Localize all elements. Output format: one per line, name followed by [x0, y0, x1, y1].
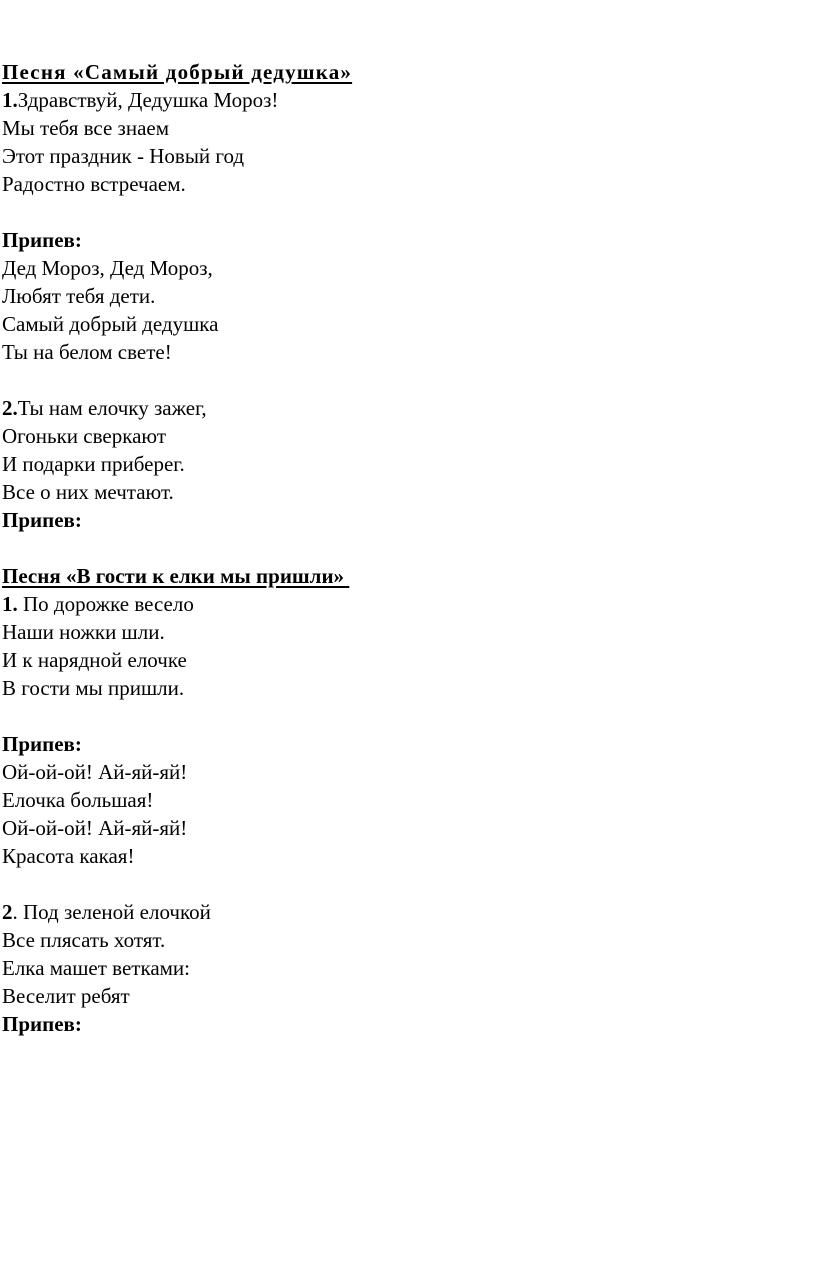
song2-chorus-line4: Красота какая! [2, 844, 135, 868]
song2-chorus-label-end: Припев: [2, 1012, 82, 1036]
song1-verse1-number: 1. [2, 88, 18, 112]
song2-verse2-number: 2 [2, 900, 13, 924]
song1-title: Песня «Самый добрый дедушка» [2, 60, 353, 84]
song2-chorus-line1: Ой-ой-ой! Ай-яй-яй! [2, 760, 188, 784]
song2-verse2-line3: Елка машет ветками: [2, 956, 191, 980]
song2-verse2-line2: Все плясать хотят. [2, 928, 166, 952]
song1-verse2-line2: Огоньки сверкают [2, 424, 166, 448]
song1-chorus-label-end: Припев: [2, 508, 82, 532]
song1-verse2-text1: Ты нам елочку зажег, [17, 396, 207, 420]
song1-chorus-line3: Самый добрый дедушка [2, 312, 219, 336]
song1-verse2-line1 [0, 394, 816, 422]
song1-verse2-line4: Все о них мечтают. [2, 480, 174, 504]
spacer [0, 702, 816, 730]
song1-verse1-line2: Мы тебя все знаем [2, 116, 170, 140]
song1-chorus-line2: Любят тебя дети. [2, 284, 156, 308]
song1-verse2-line3: И подарки приберег. [2, 452, 185, 476]
song2-verse1-line1 [0, 590, 816, 618]
song1-chorus-label: Припев: [2, 228, 82, 252]
song2-verse2-line4: Веселит ребят [2, 984, 130, 1008]
document-page [0, 58, 816, 1038]
song1-chorus-line4: Ты на белом свете! [2, 340, 172, 364]
song2-title: Песня «В гости к елки мы пришли» [2, 564, 350, 588]
song2-verse2-line1 [0, 898, 816, 926]
spacer [0, 870, 816, 898]
song2-verse1-line3: И к нарядной елочке [2, 648, 187, 672]
song2-chorus-line2: Елочка большая! [2, 788, 154, 812]
song1-verse1-line4: Радостно встречаем. [2, 172, 186, 196]
spacer [0, 366, 816, 394]
song2-verse1-text1: По дорожке весело [17, 592, 194, 616]
song2-verse1-number: 1. [2, 592, 18, 616]
spacer [0, 198, 816, 226]
song2-chorus-label: Припев: [2, 732, 82, 756]
song2-verse1-line4: В гости мы пришли. [2, 676, 185, 700]
song2-verse1-line2: Наши ножки шли. [2, 620, 165, 644]
song2-chorus-line3: Ой-ой-ой! Ай-яй-яй! [2, 816, 188, 840]
song1-verse1-line1 [0, 86, 816, 114]
song2-verse2-text1: . Под зеленой елочкой [12, 900, 211, 924]
song1-verse1-text1: Здравствуй, Дедушка Мороз! [17, 88, 279, 112]
song1-chorus-line1: Дед Мороз, Дед Мороз, [2, 256, 213, 280]
spacer [0, 534, 816, 562]
song1-verse2-number: 2. [2, 396, 18, 420]
song1-verse1-line3: Этот праздник - Новый год [2, 144, 245, 168]
